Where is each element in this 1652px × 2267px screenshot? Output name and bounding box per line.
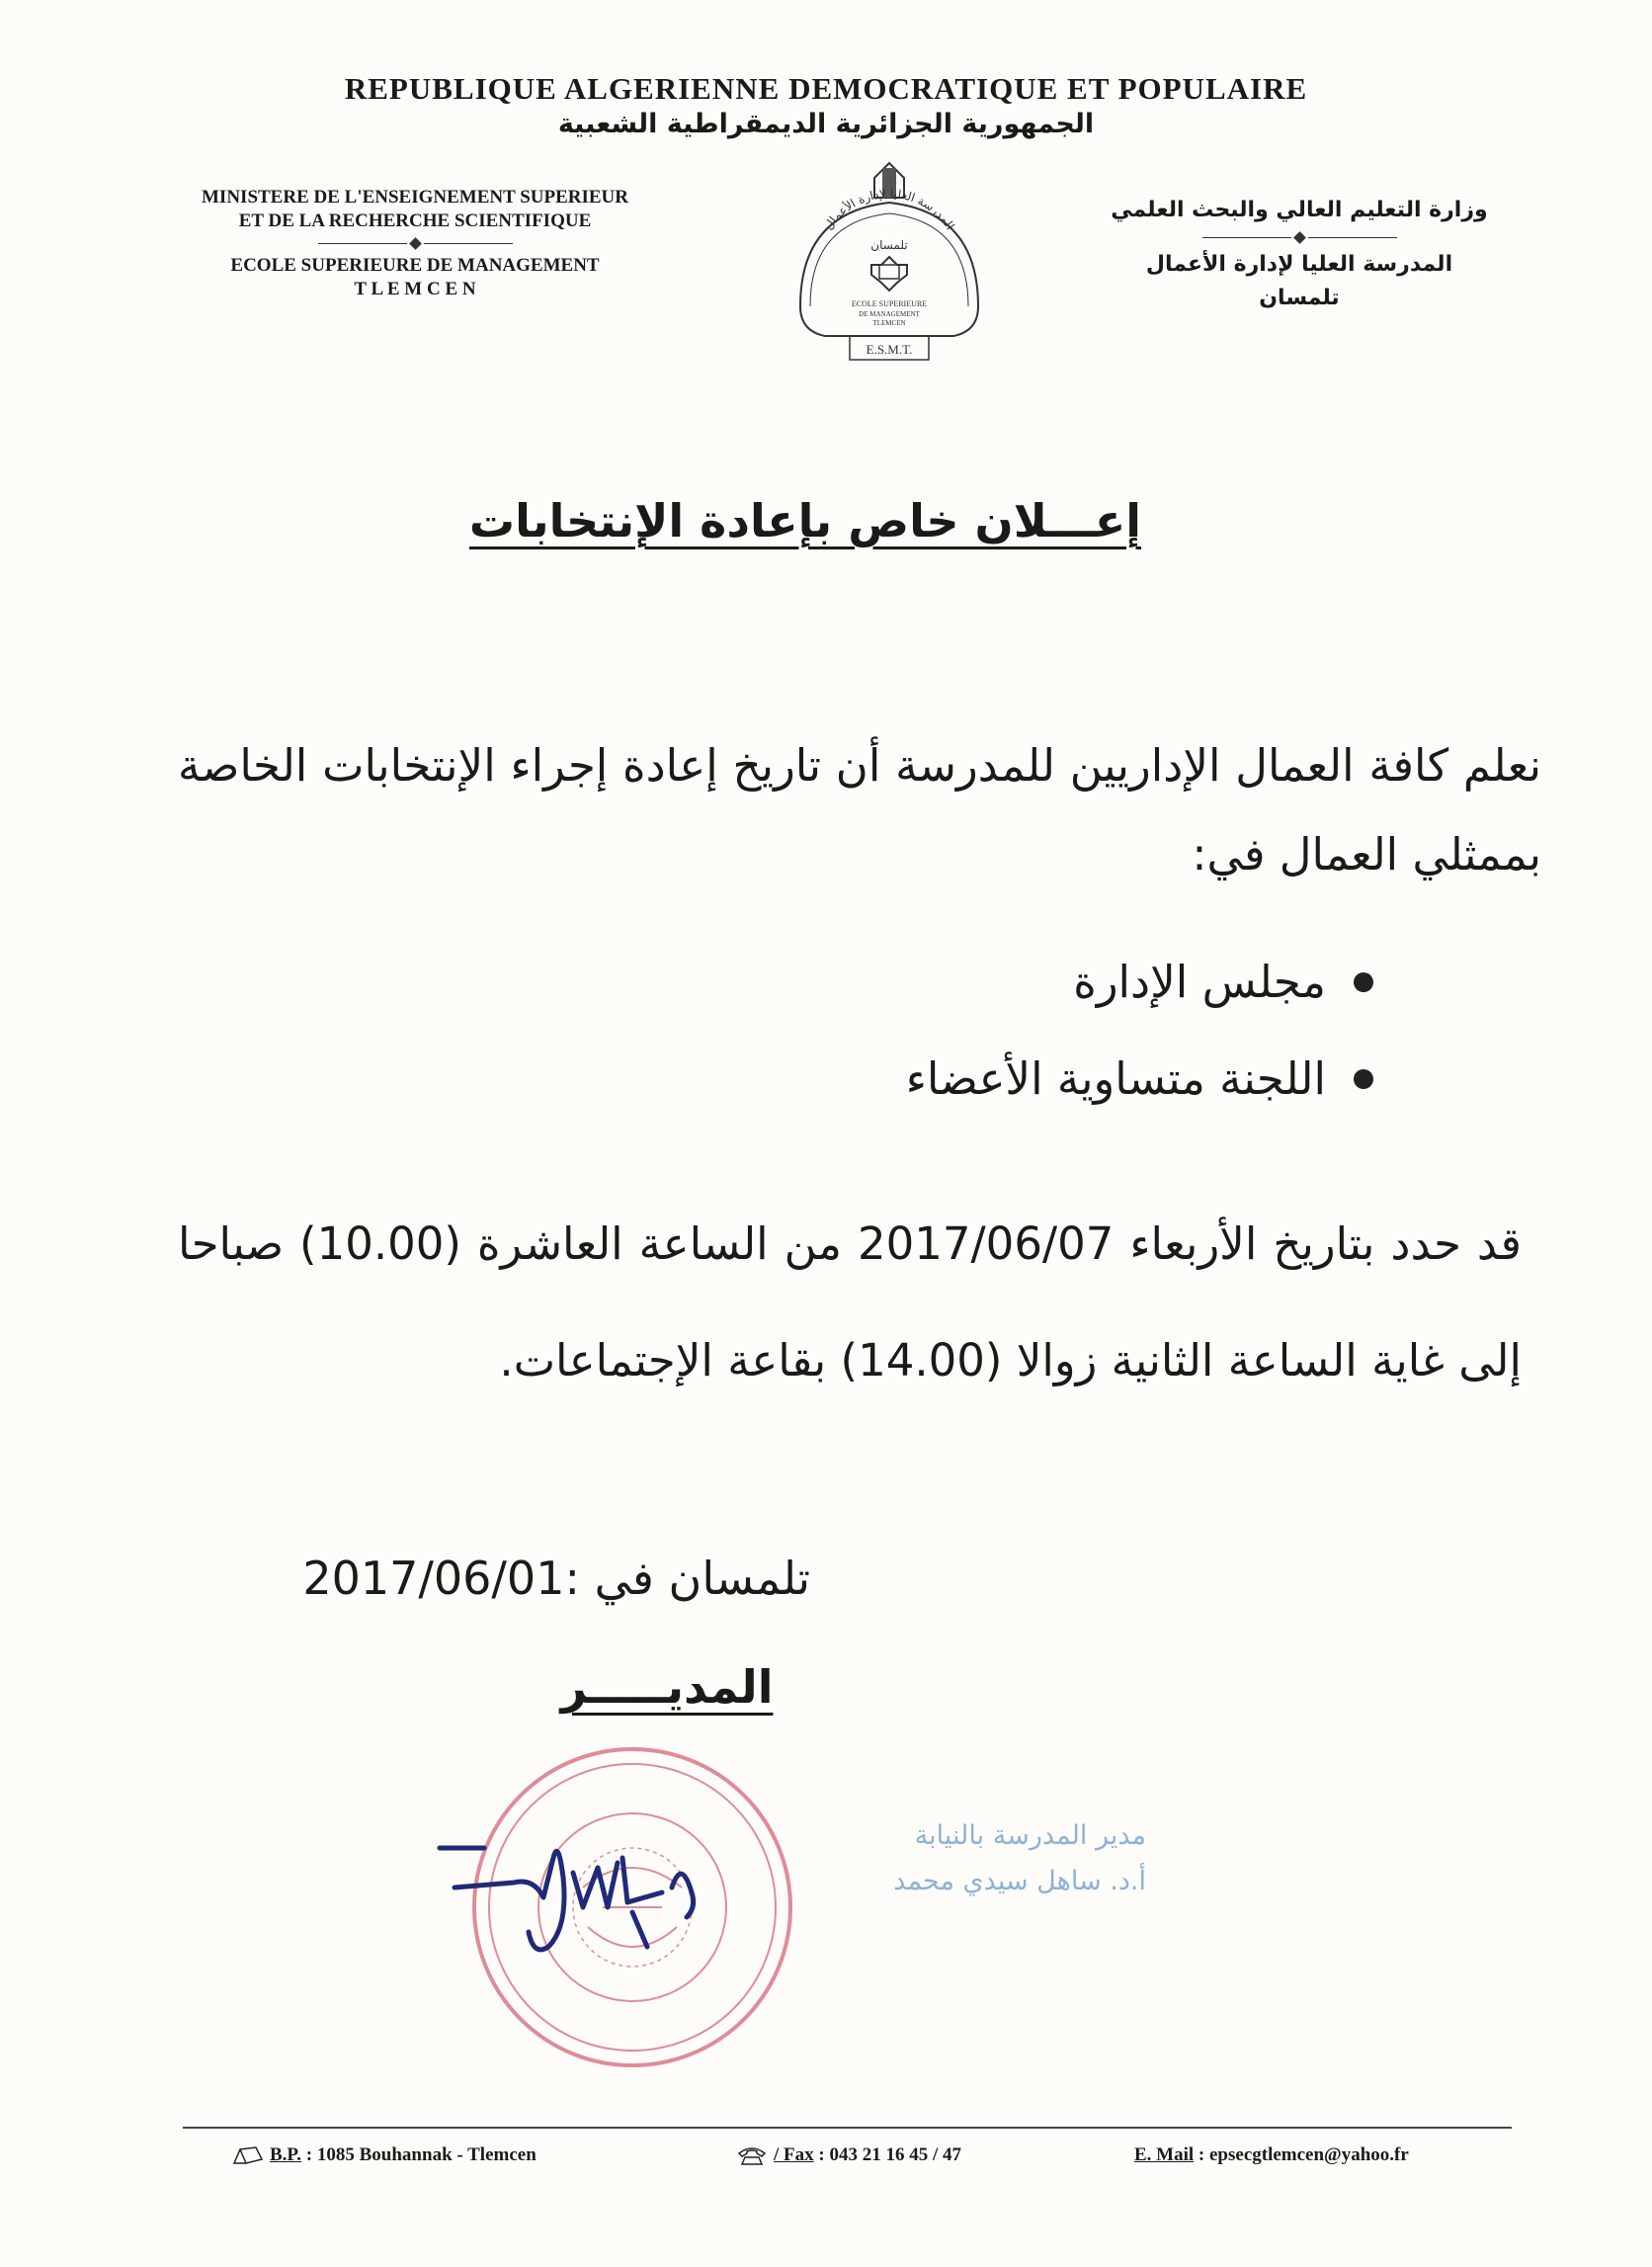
republic-title-ar: الجمهورية الجزائرية الديمقراطية الشعبية xyxy=(557,109,1095,139)
list-item-label: اللجنة متساوية الأعضاء xyxy=(905,1052,1326,1105)
school-fr: ECOLE SUPERIEURE DE MANAGEMENT xyxy=(230,255,600,276)
list-item xyxy=(692,1031,1373,1128)
footer-bp-label: B.P. xyxy=(270,2144,302,2165)
footer-postal xyxy=(232,2144,537,2166)
footer-email-value: : epsecgtlemcen@yahoo.fr xyxy=(1198,2144,1409,2165)
footer-bp-value: : 1085 Bouhannak - Tlemcen xyxy=(305,2144,537,2165)
footer-fax-value: : 043 21 16 45 / 47 xyxy=(818,2144,961,2165)
list-item xyxy=(692,934,1373,1031)
director-title: المديـــــر xyxy=(560,1660,774,1714)
director-signature xyxy=(435,1818,731,1967)
school-ar: المدرسة العليا لإدارة الأعمال xyxy=(1145,252,1453,277)
ornament-divider-ar xyxy=(1067,233,1531,242)
ministry-ar: وزارة التعليم العالي والبحث العلمي xyxy=(1111,198,1488,222)
bullet-icon xyxy=(1354,1069,1373,1089)
logo-school-line2: DE MANAGEMENT xyxy=(859,310,920,318)
list-item-label: مجلس الإدارة xyxy=(1073,956,1326,1008)
acting-director-stamp-line1: مدير المدرسة بالنيابة xyxy=(914,1820,1146,1851)
republic-title-fr: REPUBLIQUE ALGERIENNE DEMOCRATIQUE ET POPULAIRE xyxy=(344,71,1308,106)
bullet-icon xyxy=(1354,972,1373,992)
ministry-fr-line1: MINISTERE DE L'ENSEIGNEMENT SUPERIEUR xyxy=(202,187,628,208)
announcement-paragraph-1: نعلم كافة العمال الإداريين للمدرسة أن تاريخ إعادة إجراء الإنتخابات الخاصة بممثلي العمال في: xyxy=(178,739,1541,881)
logo-center-text: تلمسان xyxy=(870,238,908,252)
footer-fax xyxy=(736,2144,961,2166)
mailbox-icon xyxy=(232,2145,264,2165)
telephone-icon xyxy=(736,2145,768,2165)
header-left-block xyxy=(148,186,682,301)
city-fr: T L E M C E N xyxy=(354,279,476,299)
footer-email-label: E. Mail xyxy=(1134,2144,1195,2165)
council-list xyxy=(692,934,1373,1128)
footer-divider xyxy=(183,2127,1512,2129)
logo-school-line1: ECOLE SUPERIEURE xyxy=(851,299,928,308)
announcement-paragraph-2: قد حدد بتاريخ الأربعاء 2017/06/07 من الساعة العاشرة (10.00) صباحا إلى غاية الساعة الثانية زوالا (14.00) بقاعة الإجتماعات. xyxy=(178,1217,1523,1386)
school-logo xyxy=(781,158,998,371)
footer-email xyxy=(1134,2144,1409,2166)
ministry-fr-line2: ET DE LA RECHERCHE SCIENTIFIQUE xyxy=(238,210,592,231)
logo-school-line3: TLEMCEN xyxy=(872,319,906,327)
logo-acronym: E.S.M.T. xyxy=(866,342,913,357)
announcement-title: إعـــلان خاص بإعادة الإنتخابات xyxy=(468,494,1142,547)
date-line: تلمسان في :2017/06/01 xyxy=(302,1552,810,1605)
footer-fax-label: / Fax xyxy=(774,2144,814,2165)
header-right-block xyxy=(1067,194,1531,315)
ornament-divider xyxy=(148,239,682,248)
logo-ring-text: المدرسة العليا لإدارة الأعمال xyxy=(821,186,957,232)
acting-director-stamp xyxy=(820,1813,1146,1904)
acting-director-stamp-line2: أ.د. ساهل سيدي محمد xyxy=(893,1866,1146,1896)
city-ar: تلمسان xyxy=(1259,286,1340,310)
